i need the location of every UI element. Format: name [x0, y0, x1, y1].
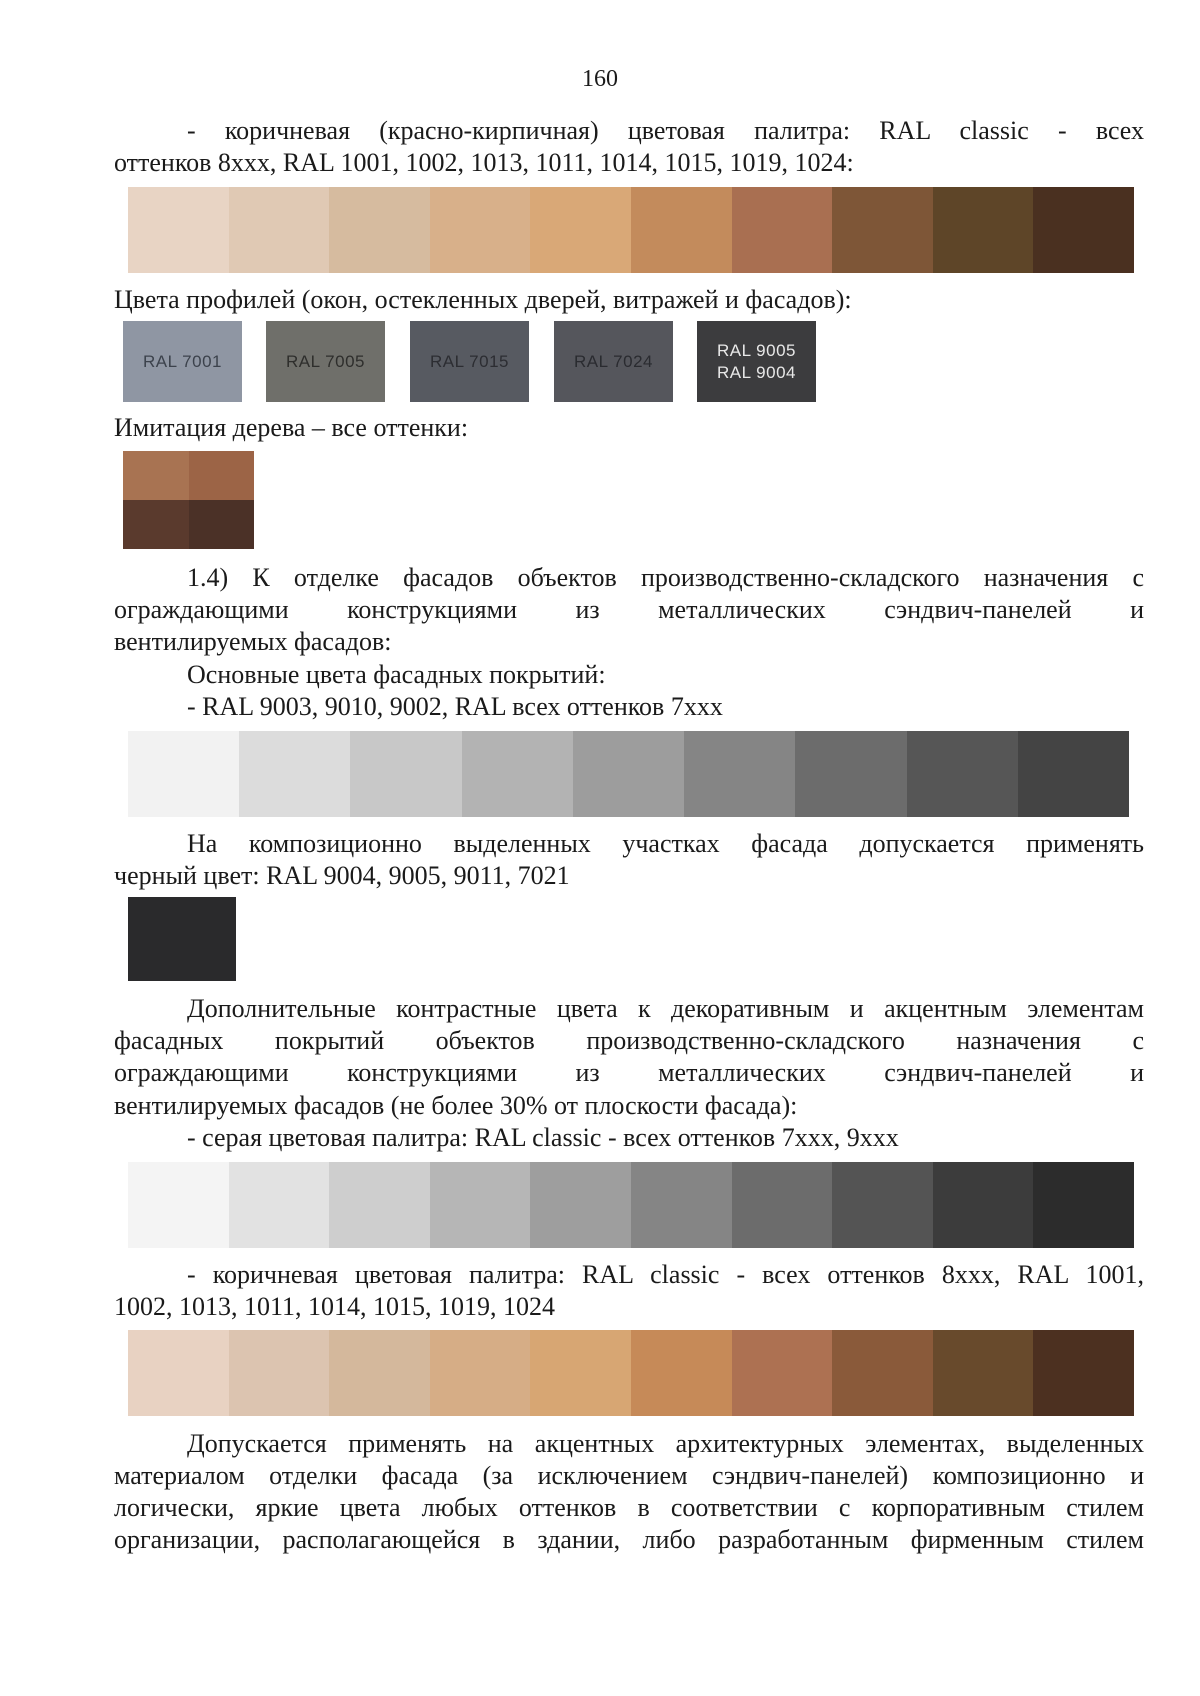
- contrast-line-1: Дополнительные контрастные цвета к декоративным и акцентным элементам: [187, 994, 1144, 1023]
- wood-tone-cell: [123, 500, 189, 549]
- swatch-label: RAL 7001: [143, 351, 222, 371]
- swatch-ral-7005: [266, 321, 385, 402]
- color-cell: [1033, 1330, 1134, 1416]
- color-cell: [430, 1162, 531, 1248]
- wood-imitation-swatch: [123, 451, 254, 549]
- color-cell: [430, 187, 531, 273]
- color-cell: [1018, 731, 1129, 817]
- color-cell: [329, 1162, 430, 1248]
- color-cell: [1033, 1162, 1134, 1248]
- color-cell: [832, 187, 933, 273]
- color-cell: [128, 1162, 229, 1248]
- color-cell: [239, 731, 350, 817]
- color-cell: [530, 187, 631, 273]
- black-swatch: [128, 897, 236, 981]
- color-cell: [631, 1330, 732, 1416]
- wood-tone-cell: [123, 451, 189, 500]
- color-cell: [631, 1162, 732, 1248]
- color-cell: [933, 1330, 1034, 1416]
- closing-line-3: логически, яркие цвета любых оттенков в соответствии с корпоративным стилем: [114, 1493, 1144, 1522]
- color-cell: [128, 1330, 229, 1416]
- brown-note-line-1: - коричневая цветовая палитра: RAL classic - всех оттенков 8xxx, RAL 1001,: [187, 1260, 1144, 1289]
- wood-tone-cell: [189, 500, 255, 549]
- contrast-line-3: ограждающими конструкциями из металлических сэндвич-панелей и: [114, 1058, 1144, 1087]
- color-cell: [907, 731, 1018, 817]
- swatch-label: RAL 7015: [430, 351, 509, 371]
- swatch-ral-7024: [554, 321, 673, 402]
- color-cell: [229, 1162, 330, 1248]
- swatch-label: RAL 9005: [717, 340, 796, 360]
- color-cell: [430, 1330, 531, 1416]
- black-note-line-2: черный цвет: RAL 9004, 9005, 9011, 7021: [114, 861, 570, 890]
- section-1-4-line-1: 1.4) К отделке фасадов объектов производственно-складского назначения с: [187, 563, 1144, 592]
- color-cell: [684, 731, 795, 817]
- color-cell: [128, 731, 239, 817]
- intro-line-2: оттенков 8xxx, RAL 1001, 1002, 1013, 1011, 1014, 1015, 1019, 1024:: [114, 148, 854, 177]
- swatch-ral-7001: [123, 321, 242, 402]
- color-cell: [631, 187, 732, 273]
- black-note-line-1: На композиционно выделенных участках фасада допускается применять: [187, 829, 1144, 858]
- contrast-line-5: - серая цветовая палитра: RAL classic - всех оттенков 7xxx, 9xxx: [187, 1123, 899, 1152]
- color-cell: [832, 1330, 933, 1416]
- color-cell: [732, 1162, 833, 1248]
- color-cell: [229, 187, 330, 273]
- grey-palette-strip: [128, 1162, 1134, 1248]
- brown-palette-strip-2: [128, 1330, 1134, 1416]
- color-cell: [530, 1330, 631, 1416]
- color-cell: [229, 1330, 330, 1416]
- swatch-ral-7015: [410, 321, 529, 402]
- section-1-4-line-4: Основные цвета фасадных покрытий:: [187, 660, 606, 689]
- swatch-label: RAL 7024: [574, 351, 653, 371]
- color-cell: [795, 731, 906, 817]
- color-cell: [530, 1162, 631, 1248]
- color-cell: [329, 187, 430, 273]
- section-1-4-line-5: - RAL 9003, 9010, 9002, RAL всех оттенков 7xxx: [187, 692, 723, 721]
- color-cell: [832, 1162, 933, 1248]
- page-number: 160: [582, 66, 618, 92]
- color-cell: [732, 187, 833, 273]
- color-cell: [1033, 187, 1134, 273]
- section-1-4-line-2: ограждающими конструкциями из металлических сэндвич-панелей и: [114, 595, 1144, 624]
- color-cell: [573, 731, 684, 817]
- color-cell: [933, 1162, 1034, 1248]
- contrast-line-2: фасадных покрытий объектов производственно-складского назначения с: [114, 1026, 1144, 1055]
- color-cell: [350, 731, 461, 817]
- color-cell: [329, 1330, 430, 1416]
- closing-line-2: материалом отделки фасада (за исключением сэндвич-панелей) композиционно и: [114, 1461, 1144, 1490]
- wood-tone-cell: [189, 451, 255, 500]
- section-1-4-line-3: вентилируемых фасадов:: [114, 627, 392, 656]
- profiles-heading: Цвета профилей (окон, остекленных дверей, витражей и фасадов):: [114, 285, 852, 314]
- color-cell: [128, 187, 229, 273]
- color-cell: [732, 1330, 833, 1416]
- brown-note-line-2: 1002, 1013, 1011, 1014, 1015, 1019, 1024: [114, 1292, 556, 1321]
- contrast-line-4: вентилируемых фасадов (не более 30% от плоскости фасада):: [114, 1091, 798, 1120]
- color-cell: [462, 731, 573, 817]
- intro-line-1: - коричневая (красно-кирпичная) цветовая палитра: RAL classic - всех: [187, 116, 1144, 145]
- swatch-label: RAL 7005: [286, 351, 365, 371]
- closing-line-1: Допускается применять на акцентных архитектурных элементах, выделенных: [187, 1429, 1144, 1458]
- swatch-label-secondary: RAL 9004: [717, 362, 796, 382]
- color-cell: [933, 187, 1034, 273]
- brown-palette-strip: [128, 187, 1134, 273]
- main-grey-palette-strip: [128, 731, 1129, 817]
- swatch-ral-9005-9004: [697, 321, 816, 402]
- closing-line-4: организации, располагающейся в здании, либо разработанным фирменным стилем: [114, 1525, 1144, 1554]
- wood-heading: Имитация дерева – все оттенки:: [114, 413, 469, 442]
